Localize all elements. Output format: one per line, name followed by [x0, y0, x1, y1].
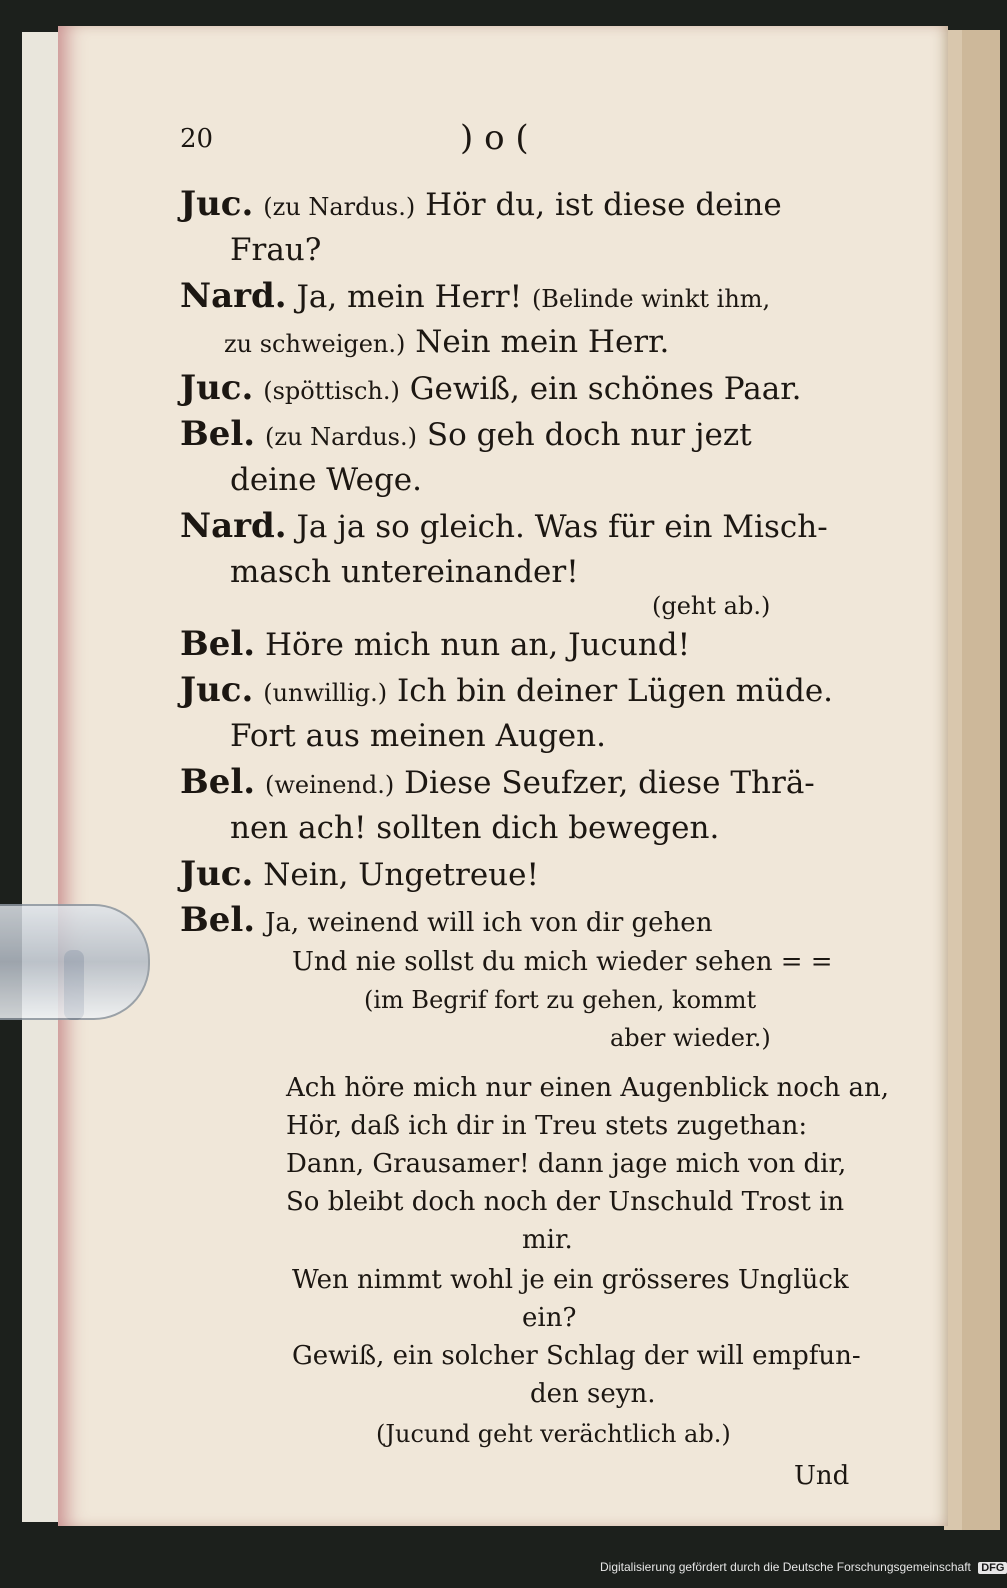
page-holder-clip	[0, 904, 150, 1020]
text-line	[286, 1068, 889, 1106]
text-line	[230, 232, 321, 268]
speaker-label: Bel.	[180, 414, 256, 454]
stage-direction: (zu Nardus.)	[263, 193, 416, 221]
speaker-label: Bel.	[180, 624, 256, 664]
text-line	[610, 1018, 771, 1056]
text-line	[292, 942, 833, 980]
text-line	[652, 586, 770, 624]
footer-text: Digitalisierung gefördert durch die Deutsche Forschungsgemeinschaft	[600, 1560, 971, 1574]
line-text: Höre mich nun an, Jucund!	[264, 627, 691, 663]
speaker-label: Nard.	[180, 276, 287, 316]
line-text: Nein, Ungetreue!	[263, 857, 539, 893]
text-line	[286, 1182, 844, 1220]
verse-line: Dann, Grausamer! dann jage mich von dir,	[286, 1149, 847, 1179]
running-head: ) o (	[460, 118, 529, 158]
verse-line: Gewiß, ein solcher Schlag der will empfun-	[292, 1341, 861, 1371]
speaker-label: Nard.	[180, 506, 287, 546]
text-line	[180, 764, 815, 803]
stage-direction: (spöttisch.)	[263, 377, 400, 405]
line-text: masch untereinander!	[230, 554, 579, 590]
stage-direction: (Belinde winkt ihm,	[531, 285, 771, 313]
stage-direction: (Jucund geht verächtlich ab.)	[376, 1420, 731, 1448]
verse-line: Hör, daß ich dir in Treu stets zugethan:	[286, 1111, 808, 1141]
line-text: deine Wege.	[230, 462, 422, 498]
verse-line: Wen nimmt wohl je ein grösseres Unglück	[292, 1265, 849, 1295]
text-line	[230, 718, 606, 754]
text-line	[376, 1414, 731, 1452]
text-line	[230, 810, 719, 846]
line-text: Frau?	[230, 232, 322, 268]
text-line	[292, 1336, 861, 1374]
speaker-label: Juc.	[180, 670, 254, 710]
stage-direction: (zu Nardus.)	[264, 423, 417, 451]
text-line	[230, 462, 422, 498]
stage-direction: (geht ab.)	[652, 592, 771, 620]
stage-direction: zu schweigen.)	[224, 330, 406, 358]
text-line	[180, 508, 828, 545]
catchword: Und	[794, 1461, 850, 1491]
verse-line: Und nie sollst du mich wieder sehen = =	[292, 947, 833, 977]
text-line	[180, 416, 752, 455]
line-text: Gewiß, ein schönes Paar.	[409, 371, 802, 407]
line-text: Ich bin deiner Lügen müde.	[396, 673, 834, 709]
text-line	[180, 856, 539, 893]
text-line	[522, 1298, 576, 1336]
text-line	[180, 370, 801, 409]
stage-direction: (weinend.)	[264, 771, 395, 799]
next-page-edge-shadow	[962, 30, 1000, 1530]
line-text: Diese Seufzer, diese Thrä-	[404, 765, 815, 801]
text-line	[292, 1260, 849, 1298]
page-header	[180, 118, 880, 164]
line-text: Ja ja so gleich. Was für ein Misch-	[296, 509, 828, 545]
speaker-label: Bel.	[180, 900, 256, 940]
stage-direction: (im Begrif fort zu gehen, kommt	[364, 986, 757, 1014]
speaker-label: Juc.	[180, 368, 254, 408]
text-line	[794, 1456, 849, 1494]
digitization-footer	[600, 1560, 1007, 1574]
text-line	[180, 626, 690, 663]
speaker-label: Juc.	[180, 184, 254, 224]
verse-line: ein?	[522, 1303, 577, 1333]
text-line	[522, 1220, 573, 1258]
text-line	[364, 980, 756, 1018]
line-text: So geh doch nur jezt	[426, 417, 752, 453]
text-line	[286, 1106, 807, 1144]
stage-direction: (unwillig.)	[263, 679, 388, 707]
speaker-label: Juc.	[180, 854, 254, 894]
verse-line: So bleibt doch noch der Unschuld Trost in	[286, 1187, 845, 1217]
line-text: nen ach! sollten dich bewegen.	[230, 810, 720, 846]
stage-direction: aber wieder.)	[610, 1024, 771, 1052]
dfg-logo: DFG	[978, 1562, 1007, 1574]
text-line	[224, 324, 669, 362]
text-line	[286, 1144, 846, 1182]
verse-line: den seyn.	[530, 1379, 656, 1409]
speaker-label: Bel.	[180, 762, 256, 802]
verse-line: mir.	[522, 1225, 573, 1255]
text-line	[530, 1374, 655, 1412]
verse-line: Ja, weinend will ich von dir gehen	[264, 908, 713, 938]
line-text: Fort aus meinen Augen.	[230, 718, 606, 754]
text-line	[230, 554, 579, 590]
page-number: 20	[180, 124, 214, 154]
line-text: Ja, mein Herr!	[296, 279, 523, 315]
text-line	[180, 186, 782, 225]
text-line	[180, 278, 770, 317]
line-text: Nein mein Herr.	[415, 324, 670, 360]
line-text: Hör du, ist diese deine	[425, 187, 782, 223]
text-line	[180, 902, 712, 941]
text-line	[180, 672, 833, 711]
previous-pages-edge	[22, 32, 63, 1522]
verse-line: Ach höre mich nur einen Augenblick noch an,	[286, 1073, 890, 1103]
